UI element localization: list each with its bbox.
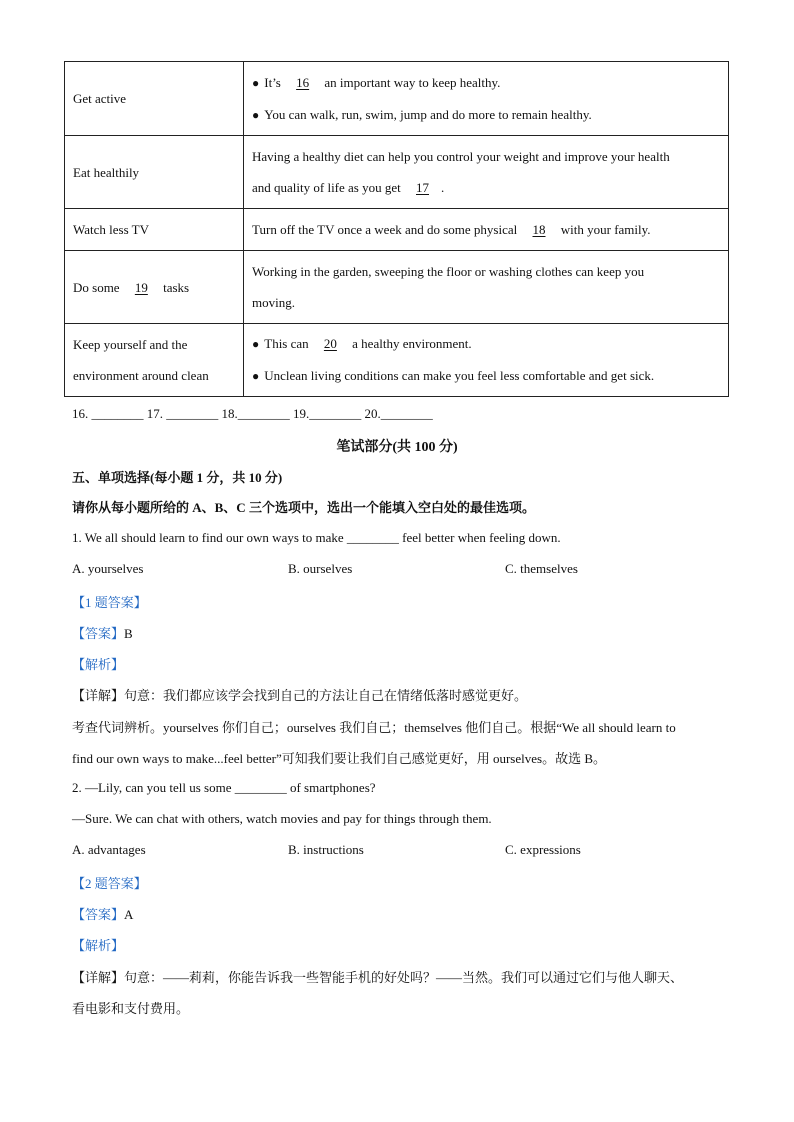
- q1-stem: 1. We all should learn to find our own ways to make ________ feel better when feeling down.: [72, 530, 561, 545]
- blank-18: 18: [532, 222, 546, 237]
- q1-explanation-line2: find our own ways to make...feel better”可知我们要让我们自己感觉更好，用 ourselves。故选 B。: [72, 751, 607, 766]
- q2-detail-line1: 【详解】句意：——莉莉，你能告诉我一些智能手机的好处吗？——当然。我们可以通过它们与他人聊天、: [72, 970, 684, 985]
- q2-stem-line2: —Sure. We can chat with others, watch movies and pay for things through them.: [72, 811, 492, 826]
- health-tips-table: [64, 61, 729, 397]
- row-topic: Eat healthily: [65, 136, 244, 209]
- row-content: [244, 136, 729, 209]
- bullet-icon: ●: [252, 337, 260, 351]
- row-topic: Do some 19 tasks: [65, 251, 244, 324]
- content-line: moving.: [252, 295, 295, 310]
- q2-answer-header: 【2 题答案】: [72, 876, 147, 891]
- q2-option-b: B. instructions: [288, 842, 364, 857]
- bullet-icon: ●: [252, 75, 260, 90]
- q1-answer: 【答案】B: [72, 626, 133, 641]
- content-line: ● This can 20 a healthy environment.: [252, 328, 720, 360]
- q1-option-a: A. yourselves: [72, 561, 144, 576]
- content-line: ● Unclean living conditions can make you feel less comfortable and get sick.: [252, 368, 655, 383]
- q2-stem-line1: 2. —Lily, can you tell us some ________ of smartphones?: [72, 780, 376, 795]
- q2-detail-line2: 看电影和支付费用。: [72, 1001, 190, 1016]
- row-content: [244, 62, 729, 136]
- row-content: [244, 209, 729, 251]
- blank-20: 20: [323, 336, 337, 351]
- q1-option-c: C. themselves: [505, 561, 578, 576]
- table-row: [65, 209, 729, 251]
- q1-detail: 【详解】句意：我们都应该学会找到自己的方法让自己在情绪低落时感觉更好。: [72, 688, 528, 703]
- q2-answer: 【答案】A: [72, 907, 134, 922]
- table-row: [65, 324, 729, 397]
- content-line: Turn off the TV once a week and do some physical 18 with your family.: [252, 214, 720, 245]
- q1-analysis-header: 【解析】: [72, 657, 125, 672]
- q1-answer-header: 【1 题答案】: [72, 595, 147, 610]
- q2-option-c: C. expressions: [505, 842, 581, 857]
- content-line: ● It’s 16 an important way to keep healthy.: [252, 67, 720, 99]
- section-title: 笔试部分(共 100 分): [336, 440, 458, 455]
- content-line: ● You can walk, run, swim, jump and do more to remain healthy.: [252, 106, 592, 122]
- table-row: [65, 136, 729, 209]
- row-topic: Get active: [65, 62, 244, 136]
- q1-explanation-line1: 考查代词辨析。yourselves 你们自己；ourselves 我们自己；themselves 他们自己。根据“We all should learn to: [72, 720, 676, 735]
- blank-19: 19: [134, 279, 148, 295]
- row-content: [244, 324, 729, 397]
- content-line: and quality of life as you get 17 .: [252, 172, 720, 203]
- q1-option-b: B. ourselves: [288, 561, 353, 576]
- blank-16: 16: [296, 74, 310, 90]
- content-line: Working in the garden, sweeping the floor or washing clothes can keep you: [252, 264, 645, 279]
- row-content: [244, 251, 729, 324]
- blank-17: 17: [416, 180, 429, 195]
- part-title: 五、单项选择(每小题 1 分，共 10 分): [72, 470, 283, 485]
- content-line: Having a healthy diet can help you control your weight and improve your health: [252, 149, 670, 164]
- answer-blanks-line: 16. ________ 17. ________ 18.________ 19.________ 20.________: [72, 406, 433, 421]
- q2-option-a: A. advantages: [72, 842, 146, 857]
- bullet-icon: ●: [252, 107, 260, 122]
- table-row: [65, 251, 729, 324]
- table-row: [65, 62, 729, 136]
- q2-analysis-header: 【解析】: [72, 938, 125, 953]
- row-topic: Keep yourself and the environment around clean: [65, 324, 244, 397]
- bullet-icon: ●: [252, 369, 260, 383]
- row-topic: Watch less TV: [65, 209, 244, 251]
- instruction: 请你从每小题所给的 A、B、C 三个选项中，选出一个能填入空白处的最佳选项。: [72, 500, 535, 515]
